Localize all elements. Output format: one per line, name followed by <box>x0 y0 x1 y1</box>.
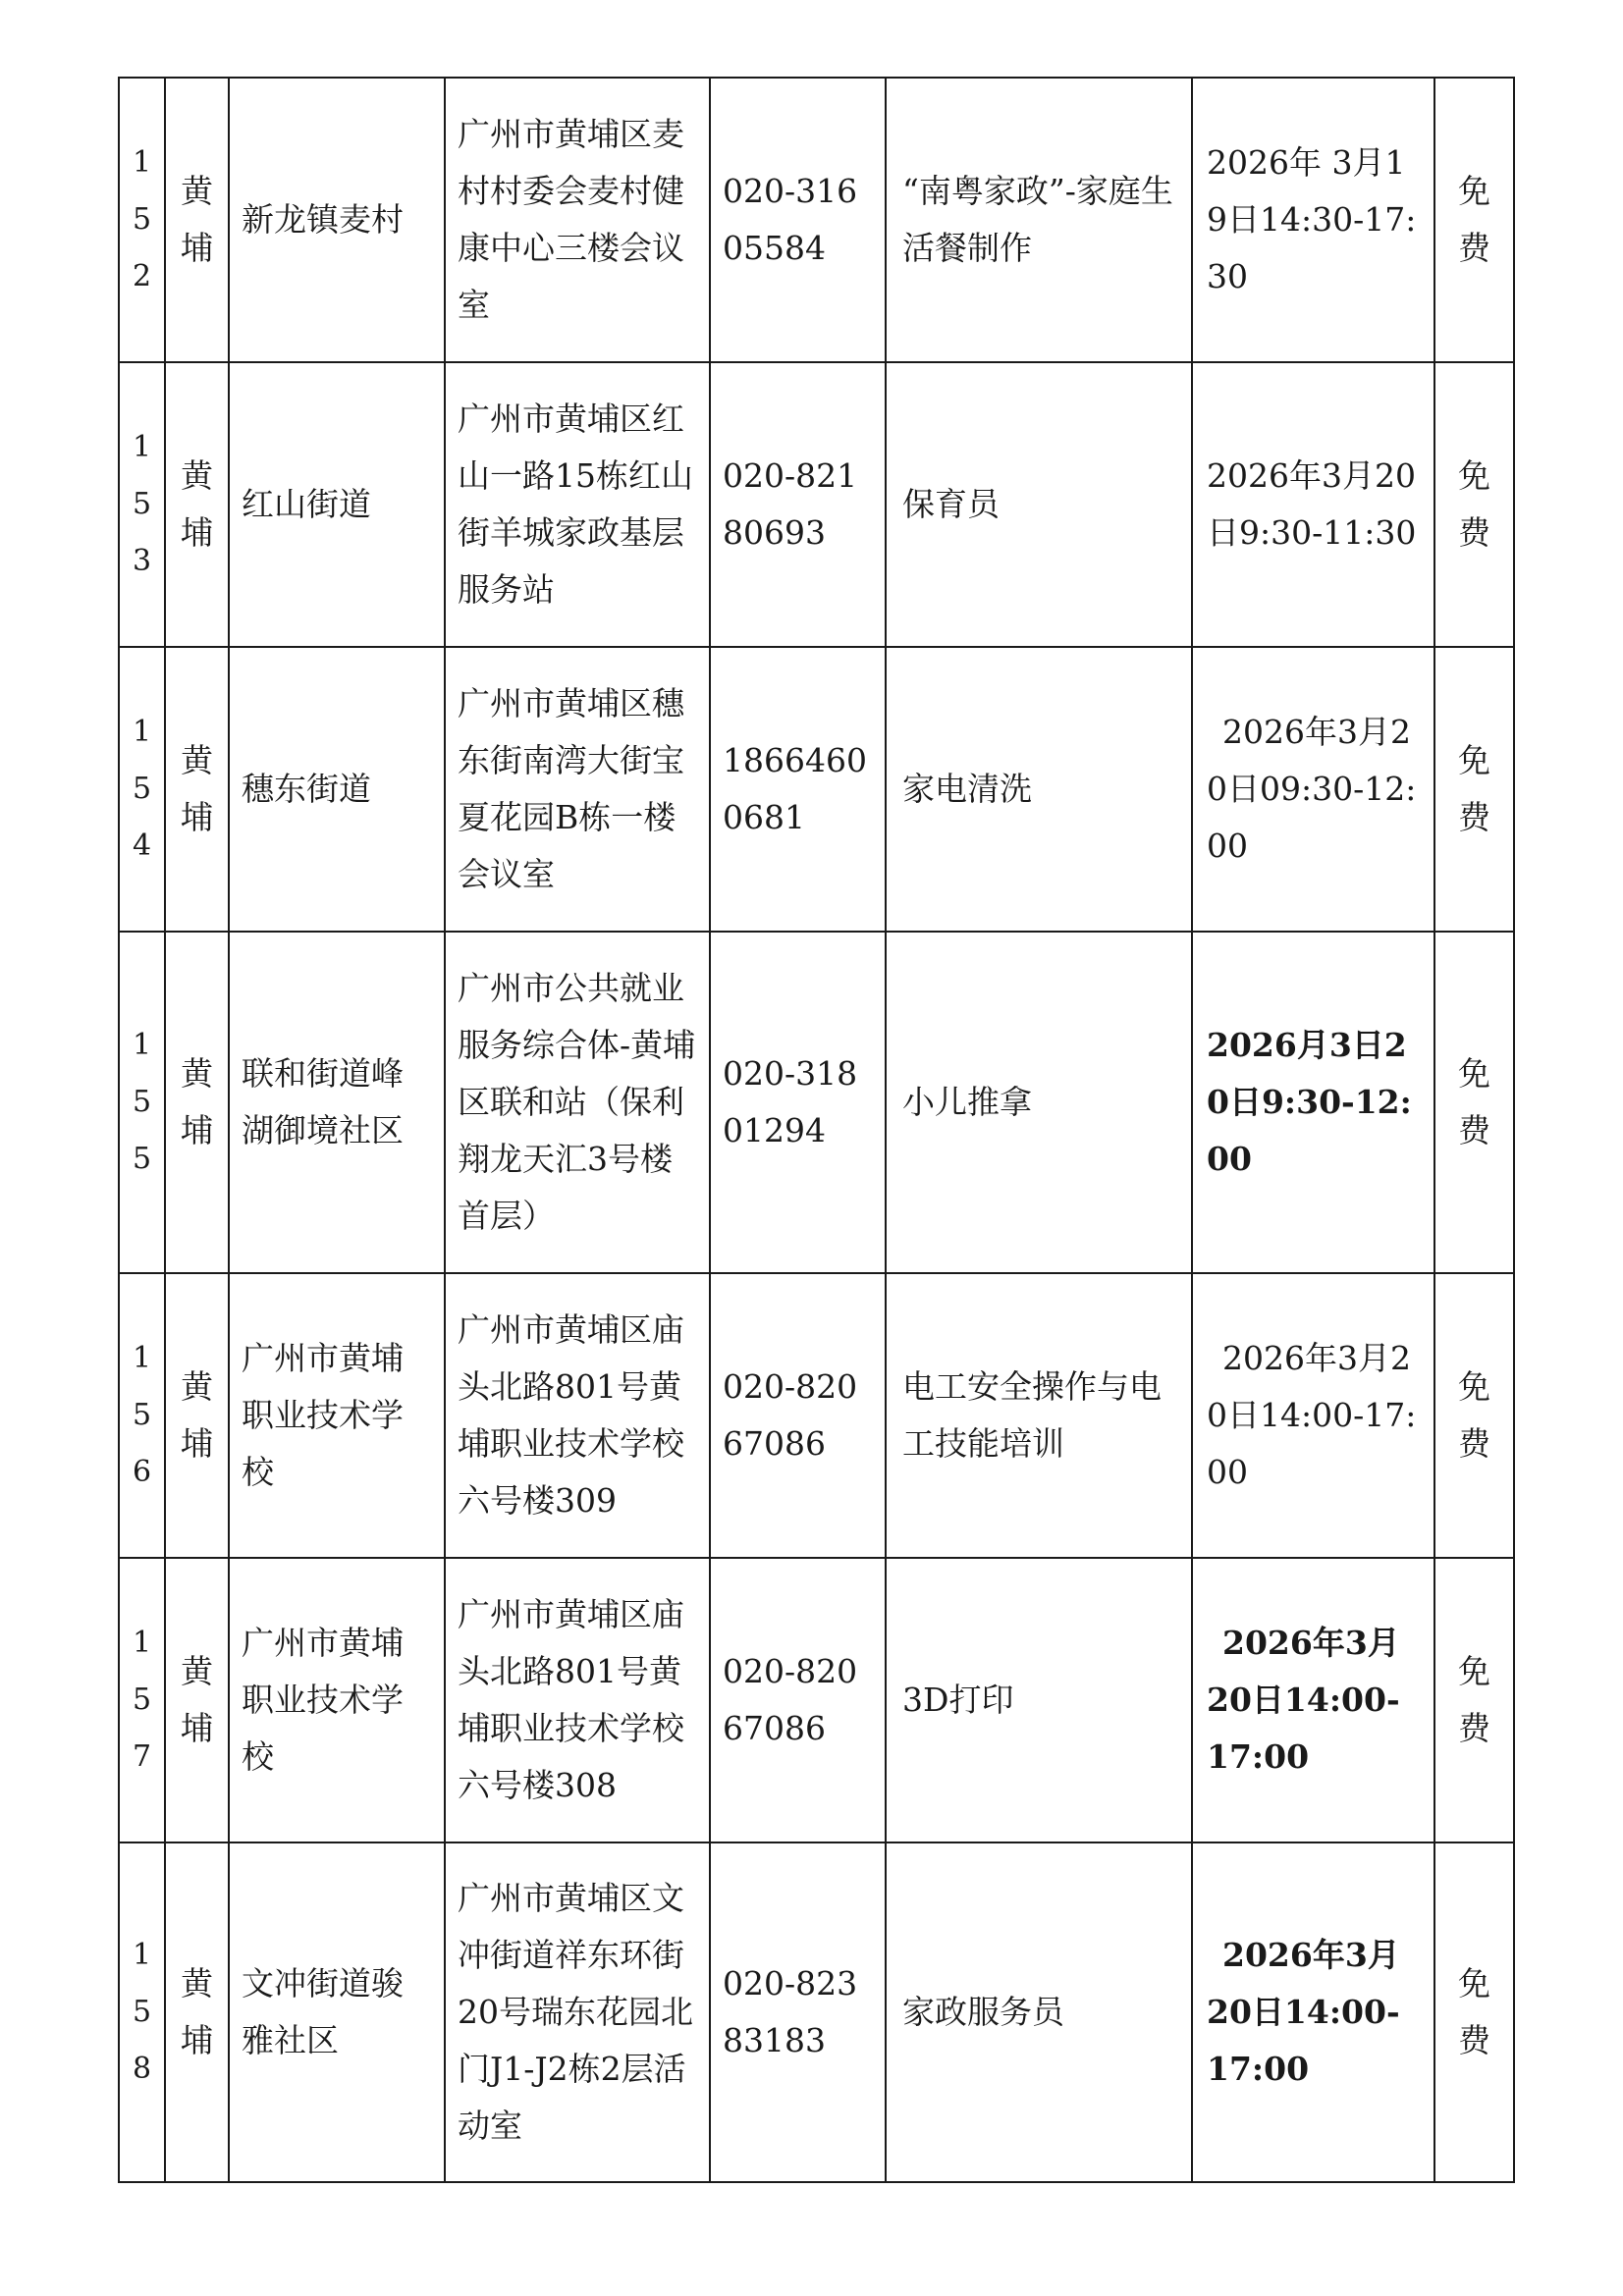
address-cell: 广州市黄埔区麦村村委会麦村健康中心三楼会议室 <box>445 78 710 362</box>
phone-cell: 18664600681 <box>710 647 886 932</box>
address-cell: 广州市黄埔区庙头北路801号黄埔职业技术学校六号楼309 <box>445 1273 710 1558</box>
address-cell: 广州市黄埔区红山一路15栋红山街羊城家政基层服务站 <box>445 362 710 647</box>
organizer-cell: 新龙镇麦村 <box>229 78 445 362</box>
table-row <box>119 78 1514 362</box>
row-number: 154 <box>132 715 152 863</box>
organizer-cell: 穗东街道 <box>229 647 445 932</box>
row-number-cell <box>119 1558 165 1842</box>
table-row <box>119 1558 1514 1842</box>
training-schedule-table <box>118 77 1515 2183</box>
fee-cell: 免费 <box>1434 78 1514 362</box>
row-number: 158 <box>132 1938 152 2086</box>
organizer-cell: 红山街道 <box>229 362 445 647</box>
address-cell: 广州市黄埔区穗东街南湾大街宝夏花园B栋一楼会议室 <box>445 647 710 932</box>
fee-cell: 免费 <box>1434 932 1514 1273</box>
fee-cell: 免费 <box>1434 647 1514 932</box>
table-border-gap <box>319 2173 398 2181</box>
row-number-cell <box>119 362 165 647</box>
fee-cell: 免费 <box>1434 1558 1514 1842</box>
row-number: 155 <box>132 1028 152 1176</box>
district-cell: 黄埔 <box>165 932 229 1273</box>
time-cell: 2026年3月20日14:00-17:00 <box>1192 1558 1434 1842</box>
table-row <box>119 1273 1514 1558</box>
fee-cell: 免费 <box>1434 362 1514 647</box>
address-cell: 广州市黄埔区庙头北路801号黄埔职业技术学校六号楼308 <box>445 1558 710 1842</box>
time-cell: 2026年 3月19日14:30-17:30 <box>1192 78 1434 362</box>
address-cell: 广州市黄埔区文冲街道祥东环街20号瑞东花园北门J1-J2栋2层活动室 <box>445 1842 710 2182</box>
organizer-cell: 文冲街道骏雅社区 <box>229 1842 445 2182</box>
time-cell: 2026年3月20日14:00-17:00 <box>1192 1273 1434 1558</box>
row-number: 153 <box>132 430 152 578</box>
table-row <box>119 1842 1514 2182</box>
organizer-cell: 广州市黄埔职业技术学校 <box>229 1558 445 1842</box>
organizer-cell: 联和街道峰湖御境社区 <box>229 932 445 1273</box>
table-row <box>119 647 1514 932</box>
row-number: 157 <box>132 1626 152 1774</box>
time-cell: 2026年3月20日09:30-12:00 <box>1192 647 1434 932</box>
course-cell: 家政服务员 <box>886 1842 1192 2182</box>
district-cell: 黄埔 <box>165 1273 229 1558</box>
course-cell: 3D打印 <box>886 1558 1192 1842</box>
district-cell: 黄埔 <box>165 647 229 932</box>
phone-cell: 020-31605584 <box>710 78 886 362</box>
organizer-cell: 广州市黄埔职业技术学校 <box>229 1273 445 1558</box>
course-cell: 电工安全操作与电工技能培训 <box>886 1273 1192 1558</box>
phone-cell: 020-82067086 <box>710 1558 886 1842</box>
address-cell: 广州市公共就业服务综合体-黄埔区联和站（保利翔龙天汇3号楼首层） <box>445 932 710 1273</box>
course-cell: 保育员 <box>886 362 1192 647</box>
fee-cell: 免费 <box>1434 1842 1514 2182</box>
district-cell: 黄埔 <box>165 78 229 362</box>
phone-cell: 020-31801294 <box>710 932 886 1273</box>
row-number-cell <box>119 1273 165 1558</box>
phone-cell: 020-82383183 <box>710 1842 886 2182</box>
row-number-cell <box>119 78 165 362</box>
row-number: 156 <box>132 1341 152 1489</box>
row-number-cell <box>119 932 165 1273</box>
row-number-cell <box>119 647 165 932</box>
table-row <box>119 362 1514 647</box>
time-cell: 2026年3月20日14:00-17:00 <box>1192 1842 1434 2182</box>
row-number-cell <box>119 1842 165 2182</box>
district-cell: 黄埔 <box>165 1842 229 2182</box>
district-cell: 黄埔 <box>165 362 229 647</box>
phone-cell: 020-82067086 <box>710 1273 886 1558</box>
time-cell: 2026年3月20日9:30-11:30 <box>1192 362 1434 647</box>
fee-cell: 免费 <box>1434 1273 1514 1558</box>
phone-cell: 020-82180693 <box>710 362 886 647</box>
time-cell: 2026月3日20日9:30-12:00 <box>1192 932 1434 1273</box>
row-number: 152 <box>132 145 152 294</box>
table-row <box>119 932 1514 1273</box>
district-cell: 黄埔 <box>165 1558 229 1842</box>
course-cell: 家电清洗 <box>886 647 1192 932</box>
course-cell: 小儿推拿 <box>886 932 1192 1273</box>
course-cell: “南粤家政”-家庭生活餐制作 <box>886 78 1192 362</box>
